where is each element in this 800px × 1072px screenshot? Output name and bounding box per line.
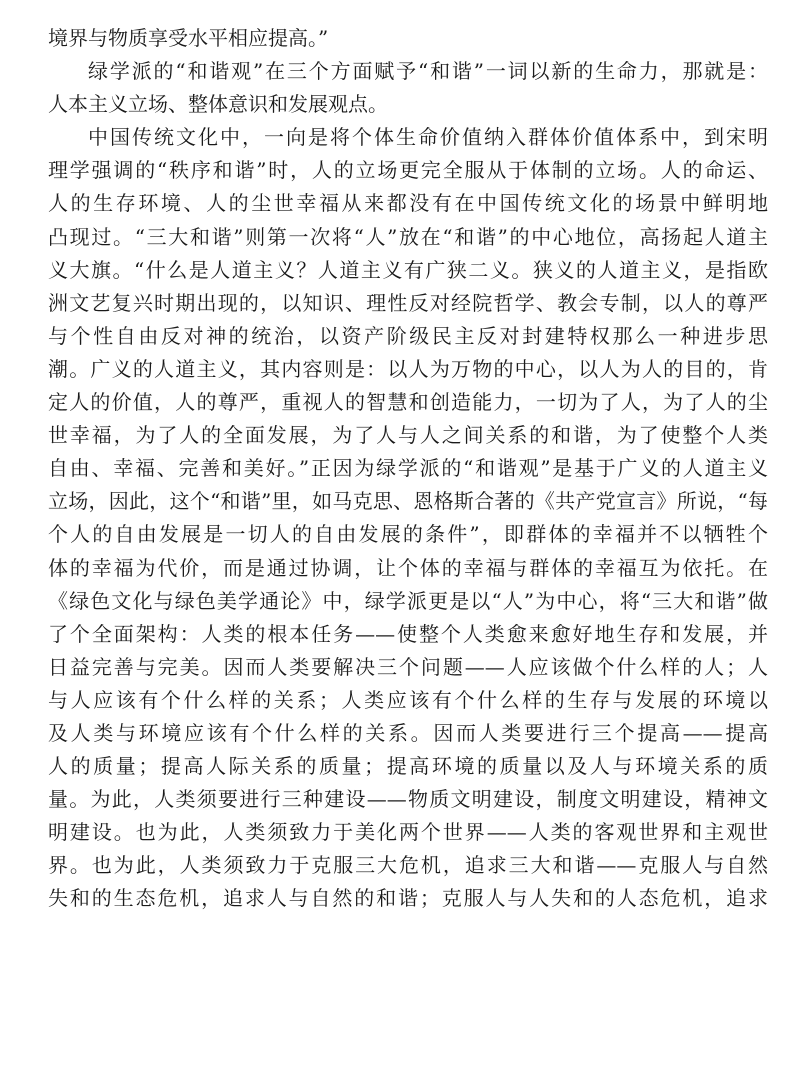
text-line: 量。为此，人类须要进行三种建设——物质文明建设，制度文明建设，精神文 — [48, 787, 768, 812]
text-line: 及人类与环境应该有个什么样的关系。因而人类要进行三个提高——提高 — [48, 720, 768, 745]
text-line: 人的质量；提高人际关系的质量；提高环境的质量以及人与环境关系的质 — [48, 754, 768, 779]
text-line: 凸现过。“三大和谐”则第一次将“人”放在“和谐”的中心地位，高扬起人道主 — [48, 224, 768, 249]
text-line: 与人应该有个什么样的关系；人类应该有个什么样的生存与发展的环境以 — [48, 687, 768, 712]
text-line: 义大旗。“什么是人道主义？人道主义有广狭二义。狭义的人道主义，是指欧 — [48, 257, 768, 282]
text-line: 体的幸福为代价，而是通过协调，让个体的幸福与群体的幸福互为依托。在 — [48, 555, 768, 580]
text-line: 与个性自由反对神的统治，以资产阶级民主反对封建特权那么一种进步思 — [48, 323, 768, 348]
text-line: 失和的生态危机，追求人与自然的和谐；克服人与人失和的人态危机，追求 — [48, 886, 768, 911]
body-text — [48, 22, 768, 916]
text-line: 了个全面架构：人类的根本任务——使整个人类愈来愈好地生存和发展，并 — [48, 621, 768, 646]
text-line: 界。也为此，人类须致力于克服三大危机，追求三大和谐——克服人与自然 — [48, 853, 768, 878]
text-line: 洲文艺复兴时期出现的，以知识、理性反对经院哲学、教会专制，以人的尊严 — [48, 290, 768, 315]
text-line: 人的生存环境、人的尘世幸福从来都没有在中国传统文化的场景中鲜明地 — [48, 191, 768, 216]
text-line: 境界与物质享受水平相应提高。” — [48, 26, 329, 50]
text-line: 潮。广义的人道主义，其内容则是：以人为万物的中心，以人为人的目的，肯 — [48, 356, 768, 381]
text-line: 《绿色文化与绿色美学通论》中，绿学派更是以“人”为中心，将“三大和谐”做 — [48, 588, 768, 613]
text-line: 人本主义立场、整体意识和发展观点。 — [48, 92, 388, 117]
paragraph-first-line: 绿学派的“和谐观”在三个方面赋予“和谐”一词以新的生命力，那就是： — [88, 59, 768, 84]
text-line: 理学强调的“秩序和谐”时，人的立场更完全服从于体制的立场。人的命运、 — [48, 158, 768, 183]
text-line: 明建设。也为此，人类须致力于美化两个世界——人类的客观世界和主观世 — [48, 820, 768, 845]
paragraph-first-line: 中国传统文化中，一向是将个体生命价值纳入群体价值体系中，到宋明 — [88, 125, 768, 150]
text-line: 立场，因此，这个“和谐”里，如马克思、恩格斯合著的《共产党宣言》所说，“每 — [48, 489, 768, 514]
text-line: 自由、幸福、完善和美好。”正因为绿学派的“和谐观”是基于广义的人道主义 — [48, 456, 768, 481]
text-line: 个人的自由发展是一切人的自由发展的条件”，即群体的幸福并不以牺牲个 — [48, 522, 768, 547]
text-line: 定人的价值，人的尊严，重视人的智慧和创造能力，一切为了人，为了人的尘 — [48, 390, 768, 415]
text-line: 日益完善与完美。因而人类要解决三个问题——人应该做个什么样的人；人 — [48, 654, 768, 679]
text-line: 世幸福，为了人的全面发展，为了人与人之间关系的和谐，为了使整个人类 — [48, 423, 768, 448]
